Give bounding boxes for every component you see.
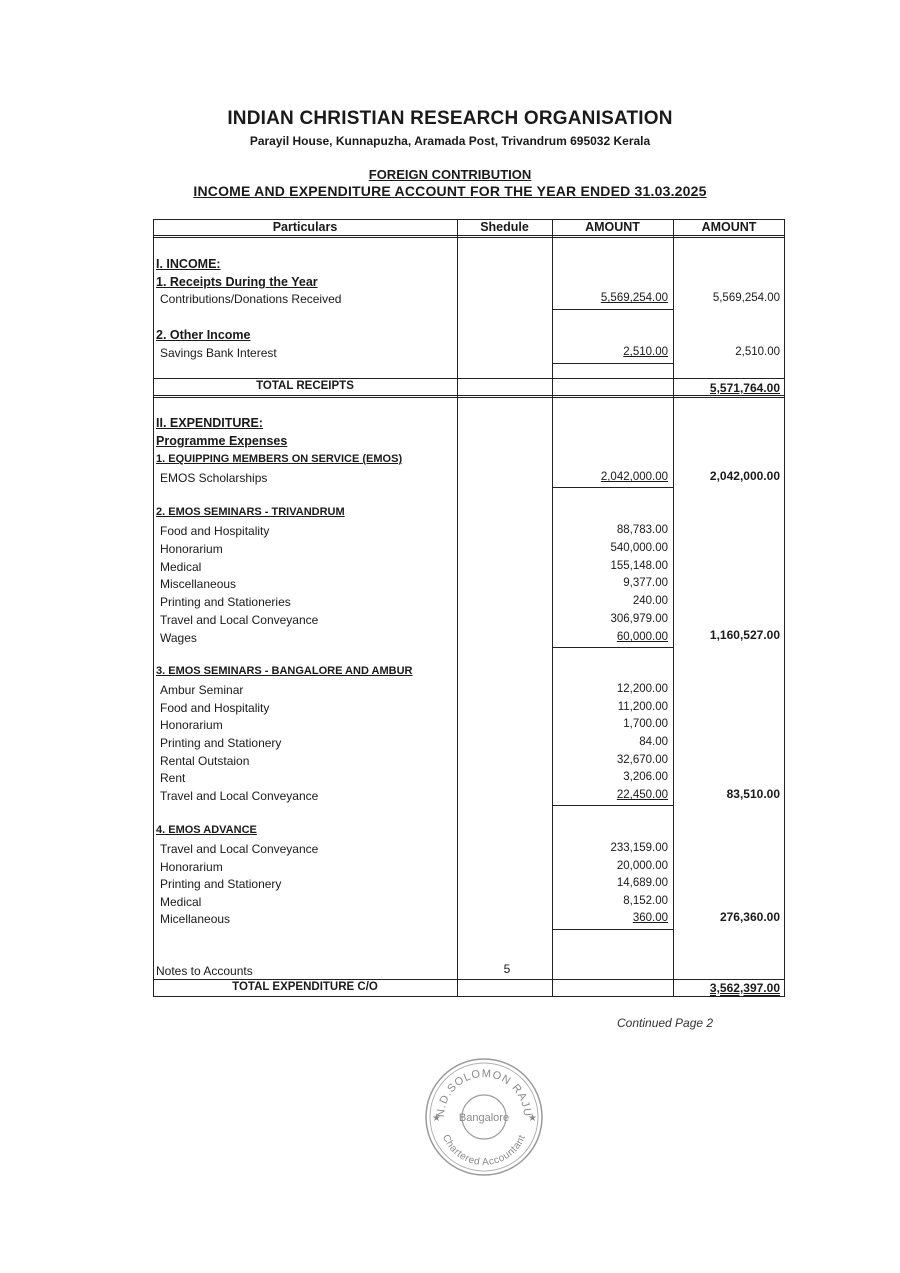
expense-amount: 84.00 xyxy=(639,736,668,748)
expense-amount: 155,148.00 xyxy=(610,560,668,572)
expense-label: Food and Hospitality xyxy=(160,701,270,715)
interest-total: 2,510.00 xyxy=(735,346,780,358)
expense-label: Rent xyxy=(160,771,186,785)
organisation-address: Parayil House, Kunnapuzha, Aramada Post, Trivandrum 695032 Kerala xyxy=(249,134,651,148)
column-header-amount: AMOUNT xyxy=(585,220,640,234)
expense-amount: 306,979.00 xyxy=(610,613,668,625)
column-header-amount-total: AMOUNT xyxy=(701,220,757,234)
total-expenditure-amount: 3,562,397.00 xyxy=(709,981,780,995)
section-advance-total: 276,360.00 xyxy=(719,910,780,924)
expense-amount: 32,670.00 xyxy=(616,754,668,766)
expense-label: Medical xyxy=(160,560,202,574)
stamp-title-text: Chartered Accountant xyxy=(439,1132,529,1169)
expense-amount: 8,152.00 xyxy=(623,895,668,907)
expense-amount: 12,200.00 xyxy=(616,683,668,695)
header-row-border xyxy=(153,235,785,238)
continued-page-note: Continued Page 2 xyxy=(617,1016,714,1030)
expense-amount: 20,000.00 xyxy=(616,860,668,872)
programme-heading: Programme Expenses xyxy=(156,434,288,448)
section-advance-heading: 4. EMOS ADVANCE xyxy=(156,824,257,836)
interest-amount: 2,510.00 xyxy=(623,346,668,358)
contributions-total: 5,569,254.00 xyxy=(712,292,780,304)
income-heading: I. INCOME: xyxy=(156,257,221,271)
expense-label: Miscellaneous xyxy=(160,577,237,591)
total-expenditure-label: TOTAL EXPENDITURE C/O xyxy=(232,981,378,993)
report-title-foreign-contribution: FOREIGN CONTRIBUTION xyxy=(368,167,532,182)
expense-amount: 14,689.00 xyxy=(616,877,668,889)
column-divider xyxy=(457,219,458,997)
section-trivandrum-total: 1,160,527.00 xyxy=(709,628,780,642)
expense-label: Travel and Local Conveyance xyxy=(160,613,319,627)
expense-label: Travel and Local Conveyance xyxy=(160,842,319,856)
expense-amount: 240.00 xyxy=(632,595,668,607)
expense-label: Medical xyxy=(160,895,202,909)
notes-schedule-number: 5 xyxy=(503,962,511,976)
expense-amount: 60,000.00 xyxy=(616,631,668,643)
report-title-income-expenditure: INCOME AND EXPENDITURE ACCOUNT FOR THE YEAR ENDED 31.03.2025 xyxy=(193,183,707,199)
svg-text:Chartered Accountant xyxy=(440,1133,528,1168)
expense-amount: 540,000.00 xyxy=(610,542,668,554)
expense-amount: 1,700.00 xyxy=(623,718,668,730)
contributions-label: Contributions/Donations Received xyxy=(160,292,342,306)
expense-label: Honorarium xyxy=(160,718,223,732)
other-income-heading: 2. Other Income xyxy=(156,328,251,342)
expense-label: Ambur Seminar xyxy=(160,683,244,697)
expense-amount: 22,450.00 xyxy=(616,789,668,801)
interest-label: Savings Bank Interest xyxy=(160,346,277,360)
column-header-schedule: Shedule xyxy=(480,220,529,234)
total-receipts-label: TOTAL RECEIPTS xyxy=(256,380,354,392)
star-icon: ★ xyxy=(528,1113,537,1124)
expense-amount: 11,200.00 xyxy=(617,701,668,713)
stamp-name-text: N.D.SOLOMON RAJU xyxy=(434,1067,534,1118)
expense-label: Travel and Local Conveyance xyxy=(160,789,319,803)
section-emos-heading: 1. EQUIPPING MEMBERS ON SERVICE (EMOS) xyxy=(156,453,403,465)
expense-amount: 233,159.00 xyxy=(610,842,668,854)
section-bangalore-total: 83,510.00 xyxy=(726,787,780,801)
contributions-amount: 5,569,254.00 xyxy=(600,292,668,304)
section-bangalore-heading: 3. EMOS SEMINARS - BANGALORE AND AMBUR xyxy=(156,665,413,677)
expense-label: Printing and Stationery xyxy=(160,877,282,891)
expense-label: Micellaneous xyxy=(160,912,231,926)
expense-label: Rental Outstaion xyxy=(160,754,250,768)
chartered-accountant-stamp xyxy=(422,1055,546,1179)
organisation-name: INDIAN CHRISTIAN RESEARCH ORGANISATION xyxy=(227,108,673,129)
column-header-particulars: Particulars xyxy=(272,220,338,234)
receipts-heading: 1. Receipts During the Year xyxy=(156,275,318,289)
column-divider xyxy=(673,219,674,997)
expense-amount: 9,377.00 xyxy=(623,577,668,589)
total-receipts-amount: 5,571,764.00 xyxy=(709,381,780,395)
expense-label: Honorarium xyxy=(160,542,223,556)
expense-amount: 360.00 xyxy=(632,912,668,924)
column-divider xyxy=(552,219,553,997)
expense-label: Printing and Stationery xyxy=(160,736,282,750)
stamp-city-text: Bangalore xyxy=(458,1112,510,1124)
expense-amount: 88,783.00 xyxy=(616,524,668,536)
section-trivandrum-heading: 2. EMOS SEMINARS - TRIVANDRUM xyxy=(156,506,345,518)
expense-label: EMOS Scholarships xyxy=(160,471,268,485)
expense-amount: 3,206.00 xyxy=(623,771,668,783)
expense-label: Wages xyxy=(160,631,197,645)
expense-amount: 2,042,000.00 xyxy=(600,471,668,483)
expenditure-heading: II. EXPENDITURE: xyxy=(156,416,263,430)
expense-label: Food and Hospitality xyxy=(160,524,270,538)
expense-label: Printing and Stationeries xyxy=(160,595,291,609)
section-emos-total: 2,042,000.00 xyxy=(709,469,780,483)
expense-label: Honorarium xyxy=(160,860,223,874)
star-icon: ★ xyxy=(432,1113,441,1124)
notes-to-accounts-label: Notes to Accounts xyxy=(156,964,253,978)
